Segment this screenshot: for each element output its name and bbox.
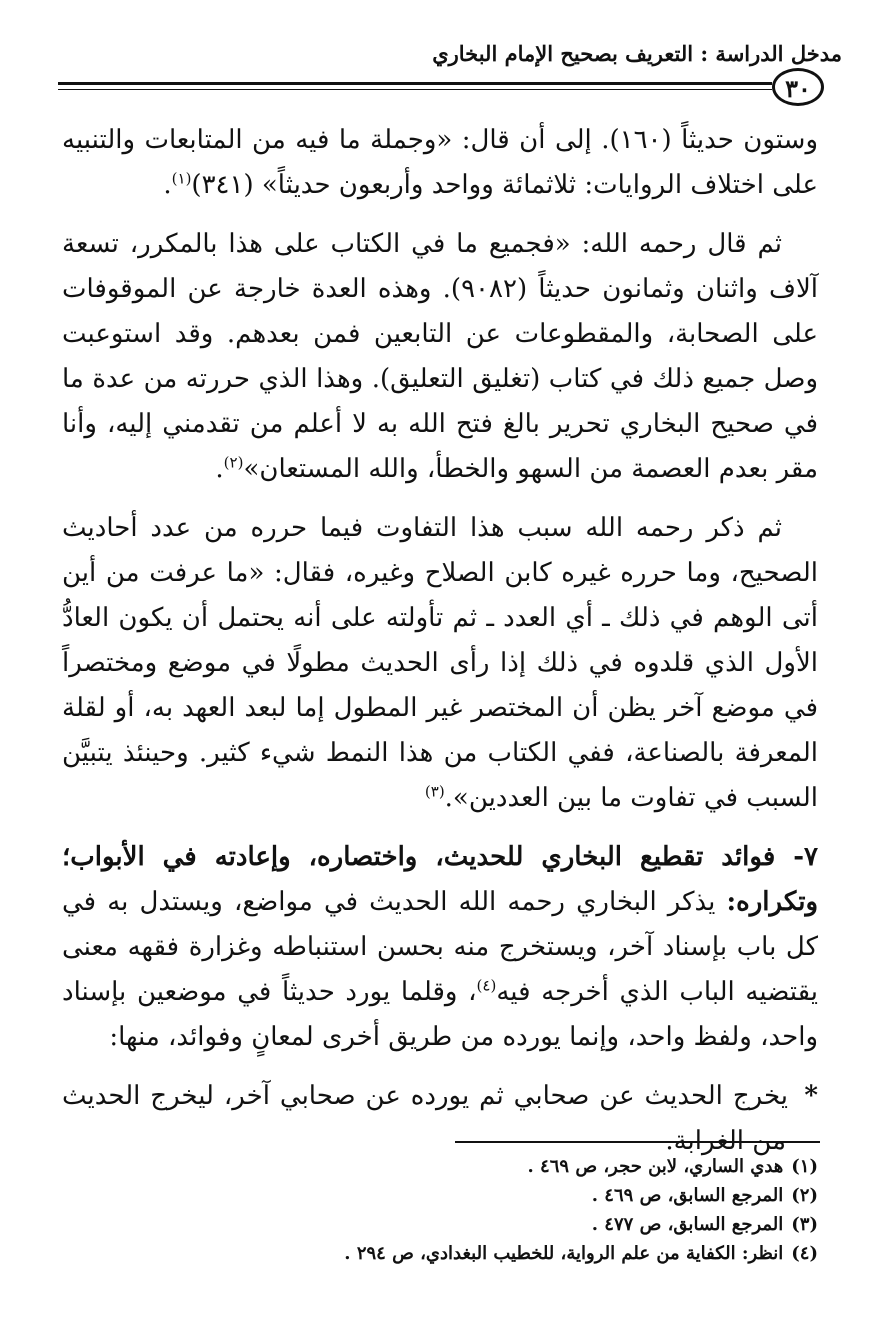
footnote-2 xyxy=(62,1181,818,1210)
paragraph-2 xyxy=(62,222,818,492)
footnote-1 xyxy=(62,1152,818,1181)
footnote-ref-2: (٢) xyxy=(223,453,244,472)
footnote-ref-3: (٣) xyxy=(424,782,445,801)
page-number: ٣٠ xyxy=(772,68,824,106)
footnotes xyxy=(62,1152,818,1268)
paragraph-4-text-a: يذكر البخاري رحمه الله الحديث في مواضع، ويستدل به في كل باب بإسناد آخر، ويستخرج منه بحسن استنباطه وغزارة فقهه معنى يقتضيه الباب الذي أخرجه فيه xyxy=(62,887,818,1007)
paragraph-1-end: . xyxy=(163,170,172,200)
footnote-4 xyxy=(62,1239,818,1268)
paragraph-4-text-b: ، وقلما يورد حديثاً في موضعين بإسناد واحد، ولفظ واحد، وإنما يورده من طريق أخرى لمعانٍ وفوائد، منها: xyxy=(62,977,818,1052)
bullet-item-1 xyxy=(62,1074,818,1164)
bullet-mark: * xyxy=(804,1081,818,1111)
running-title: مدخل الدراسة : التعريف بصحيح الإمام البخاري xyxy=(432,41,842,66)
footnote-ref-1: (١) xyxy=(171,169,192,188)
footnote-number: (٣) xyxy=(791,1214,818,1235)
footnote-number: (١) xyxy=(791,1156,818,1177)
paragraph-2-text: ثم قال رحمه الله: «فجميع ما في الكتاب على هذا بالمكرر، تسعة آلاف واثنان وثمانون حديثاً (٩٠٨٢). وهذه العدة خارجة عن الموقوفات على الصحابة، والمقطوعات عن التابعين فمن بعدهم. وقد استوعبت وصل جميع ذلك في كتاب (تغليق التعليق). وهذا الذي حررته من عدة ما في صحيح البخاري تحرير بالغ فتح الله به لا أعلم من تقدمني إليه، وأنا مقر بعدم العصمة من السهو والخطأ، والله المستعان» xyxy=(62,229,818,484)
section-paragraph xyxy=(62,835,818,1060)
footnote-text: المرجع السابق، ص ٤٧٧ . xyxy=(591,1214,784,1235)
footnote-ref-4: (٤) xyxy=(476,976,497,995)
footnote-number: (٤) xyxy=(791,1243,818,1264)
footnote-text: هدي الساري، لابن حجر، ص ٤٦٩ . xyxy=(527,1156,784,1177)
paragraph-1-text: وستون حديثاً (١٦٠). إلى أن قال: «وجملة ما فيه من المتابعات والتنبيه على اختلاف الروايات: ثلاثمائة وواحد وأربعون حديثاً» (٣٤١) xyxy=(62,125,819,200)
paragraph-3 xyxy=(62,506,818,821)
main-text xyxy=(62,118,818,1178)
bullet-item-1-text: يخرج الحديث عن صحابي ثم يورده عن صحابي آخر، ليخرج الحديث من الغرابة. xyxy=(62,1081,788,1156)
footnote-text: المرجع السابق، ص ٤٦٩ . xyxy=(591,1185,784,1206)
footnote-text: انظر: الكفاية من علم الرواية، للخطيب البغدادي، ص ٢٩٤ . xyxy=(344,1243,784,1264)
paragraph-2-end: . xyxy=(215,454,224,484)
footnote-rule xyxy=(455,1141,820,1143)
footnote-3 xyxy=(62,1210,818,1239)
paragraph-1 xyxy=(62,118,818,208)
section-title: ٧- فوائد تقطيع البخاري للحديث، واختصاره، وإعادته في الأبواب؛ وتكراره: xyxy=(62,842,819,917)
paragraph-3-text: ثم ذكر رحمه الله سبب هذا التفاوت فيما حرره من عدد أحاديث الصحيح، وما حرره غيره كابن الصلاح وغيره، فقال: «ما عرفت من أين أتى الوهم في ذلك ـ أي العدد ـ ثم تأولته على أنه يحتمل أن يكون العادُّ الأول الذي قلدوه في ذلك إذا رأى الحديث مطولًا في موضع ومختصراً في موضع آخر يظن أن المختصر غير المطول إما لبعد العهد به، أو لقلة المعرفة بالصناعة، ففي الكتاب من هذا النمط شيء كثير. وحينئذ يتبيَّن السبب في تفاوت ما بين العددين». xyxy=(62,513,818,813)
header-rule xyxy=(58,82,772,85)
header-rule-thin xyxy=(58,89,772,90)
footnote-number: (٢) xyxy=(791,1185,818,1206)
